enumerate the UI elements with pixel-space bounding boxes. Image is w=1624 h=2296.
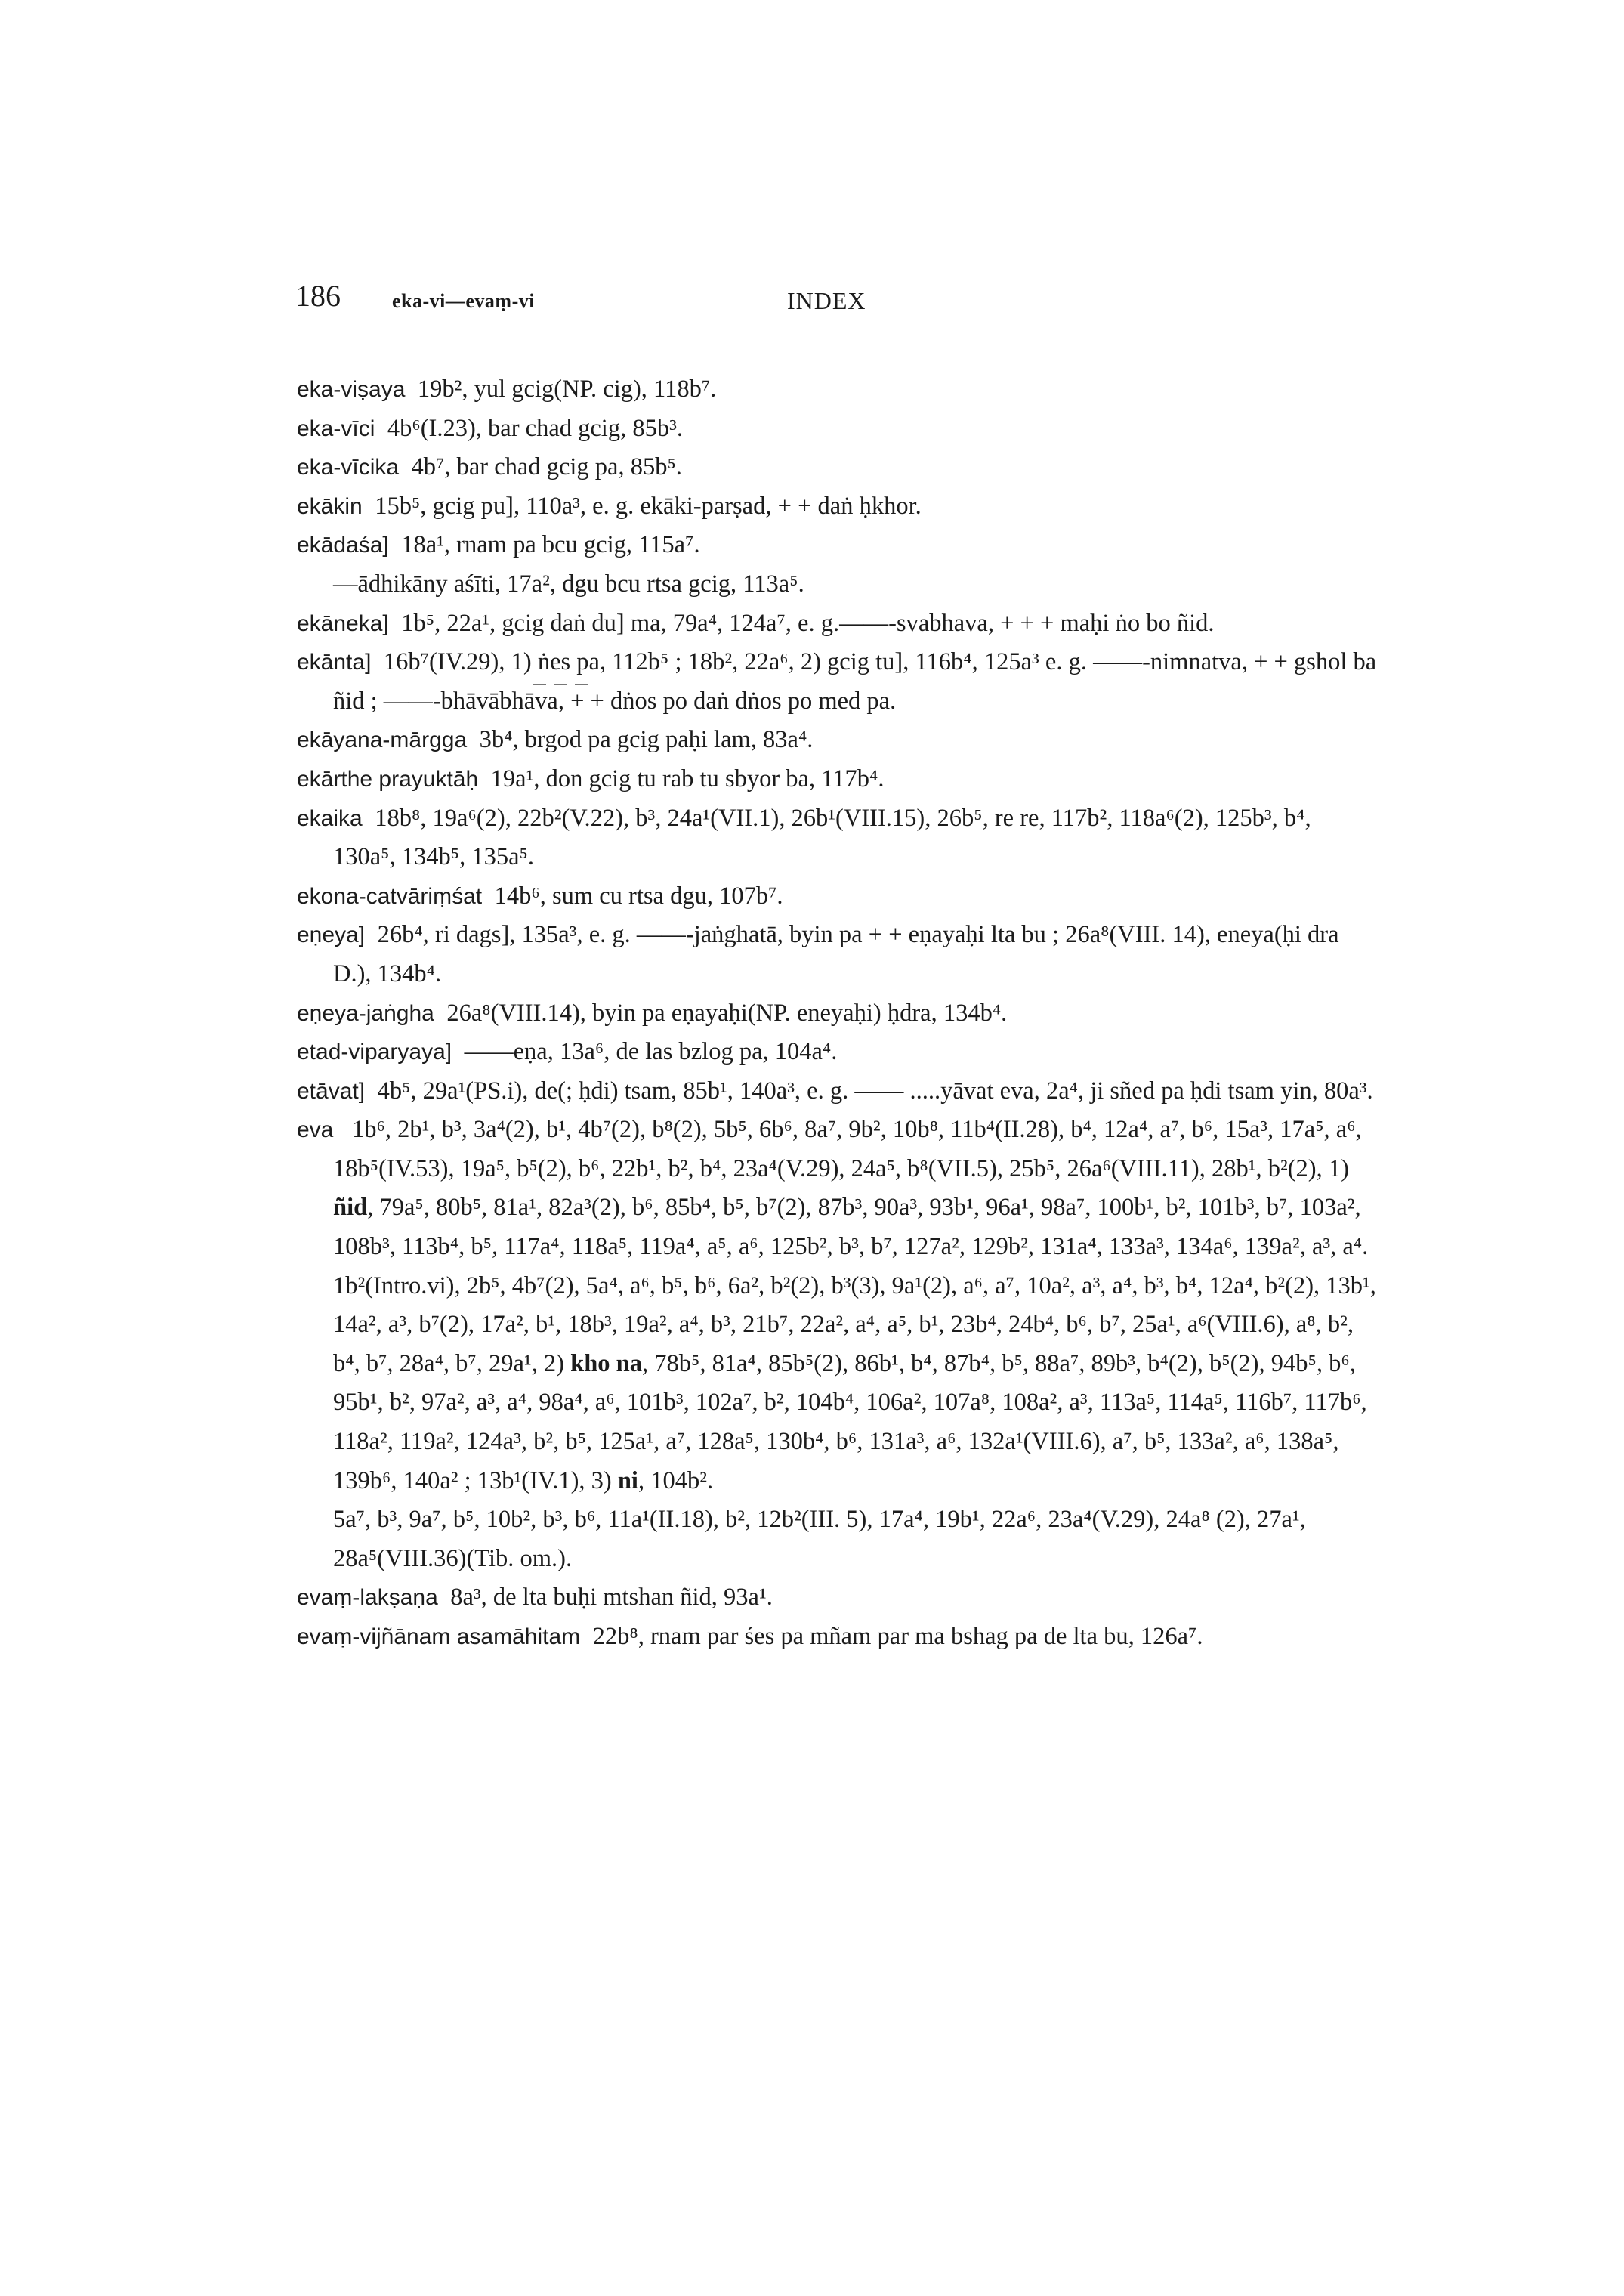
entry-text: 15b⁵, gcig pu], 110a³, e. g. ekāki-parṣad, + + daṅ ḥkhor.: [375, 492, 922, 520]
entry-text: —ādhikāny aśīti, 17a², dgu bcu rtsa gcig, 113a⁵.: [333, 570, 804, 598]
entry-text: 3b⁴, brgod pa gcig paḥi lam, 83a⁴.: [479, 726, 814, 754]
entry-headword: evaṃ-lakṣaṇa: [297, 1585, 438, 1611]
entry-text: 4b⁷, bar chad gcig pa, 85b⁵.: [411, 453, 682, 481]
entry-text: 4b⁵, 29a¹(PS.i), de(; ḥdi) tsam, 85b¹, 140a³, e. g. —— .....yāvat eva, 2a⁴, ji sñed pa ḥdi tsam yin, 80a³.: [377, 1077, 1373, 1105]
entry-text: 19b², yul gcig(NP. cig), 118b⁷.: [417, 375, 717, 403]
index-entry: [297, 1033, 1377, 1072]
entry-text: , 78b⁵, 81a⁴, 85b⁵(2), 86b¹, b⁴, 87b⁴, b⁵, 88a⁷, 89b³, b⁴(2), b⁵(2), 94b⁵, b⁶, 95b¹, b², 97a², a³, a⁴, 98a⁴, a⁶, 101b³, 102a⁷, b², 104b⁴, 106a², 107a⁸, 108a², a³, 113a⁵, 114a⁵, 116b⁷, 117b⁶, 118a², 119a², 124a³, b², b⁵, 125a¹, a⁷, 128a⁵, 130b⁴, b⁶, 131a³, a⁶, 132a¹(VIII.6), a⁷, b⁵, 133a², a⁶, 138a⁵, 139b⁶, 140a² ; 13b¹(IV.1), 3): [333, 1349, 1367, 1494]
index-entry: [297, 994, 1377, 1034]
index-body: [297, 370, 1377, 1657]
entry-text: 1b⁵, 22a¹, gcig daṅ du] ma, 79a⁴, 124a⁷, e. g.——-svabhava, + + + maḥi ṅo bo ñid.: [401, 609, 1215, 637]
entry-headword: ekāneka]: [297, 610, 389, 636]
running-head: eka-vi—evaṃ-vi: [392, 290, 535, 312]
page-number: 186: [295, 279, 341, 313]
entry-text: ——eṇa, 13a⁶, de las bzlog pa, 104a⁴.: [464, 1038, 838, 1066]
entry-headword: ekādaśa]: [297, 533, 389, 558]
entry-headword: etāvat]: [297, 1078, 366, 1104]
index-entry: [297, 409, 1377, 449]
entry-headword: ekārthe prayuktāḥ: [297, 766, 479, 792]
entry-text: 1b²(Intro.vi), 2b⁵, 4b⁷(2), 5a⁴, a⁶, b⁵, b⁶, 6a², b²(2), b³(3), 9a¹(2), a⁶, a⁷, 10a², a³, a⁴, b³, b⁴, 12a⁴, b²(2), 13b¹, 14a², a³, b⁷(2), 17a², b¹, 18b³, 19a², a⁴, b³, 21b⁷, 22a², a⁴, a⁵, b¹, 23b⁴, 24b⁴, b⁶, b⁷, 25a¹, a⁶(VIII.6), a⁸, b², b⁴, b⁷, 28a⁴, b⁷, 29a¹, 2): [333, 1272, 1376, 1377]
entry-headword: etad-viparyaya]: [297, 1040, 452, 1065]
entry-text: 5a⁷, b³, 9a⁷, b⁵, 10b², b³, b⁶, 11a¹(II.18), b², 12b²(III. 5), 17a⁴, 19b¹, 22a⁶, 23a⁴(V.29), 24a⁸ (2), 27a¹, 28a⁵(VIII.36)(Tib. om.).: [333, 1506, 1306, 1572]
entry-text: 1b⁶, 2b¹, b³, 3a⁴(2), b¹, 4b⁷(2), b⁸(2), 5b⁵, 6b⁶, 8a⁷, 9b², 10b⁸, 11b⁴(II.28), b⁴, 12a⁴, a⁷, b⁶, 15a³, 17a⁵, a⁶, 18b⁵(IV.53), 19a⁵, b⁵(2), b⁶, 22b¹, b², b⁴, 23a⁴(V.29), 24a⁵, b⁸(VII.5), 25b⁵, 26a⁶(VIII.11), 28b¹, b²(2), 1): [333, 1116, 1362, 1182]
index-entry: [297, 760, 1377, 799]
page-header: [295, 278, 1368, 331]
entry-continuation: [297, 1267, 1377, 1501]
index-entry: [297, 916, 1377, 993]
index-entry: [297, 565, 1377, 604]
entry-text: 26a⁸(VIII.14), byin pa eṇayaḥi(NP. eneyaḥi) ḥdra, 134b⁴.: [446, 999, 1008, 1027]
index-entry: [297, 1072, 1377, 1111]
entry-text: 19a¹, don gcig tu rab tu sbyor ba, 117b⁴.: [490, 765, 885, 793]
entry-text: 18b⁸, 19a⁶(2), 22b²(V.22), b³, 24a¹(VII.1), 26b¹(VIII.15), 26b⁵, re re, 117b², 118a⁶(2), 125b³, b⁴, 130a⁵, 134b⁵, 135a⁵.: [333, 804, 1311, 871]
index-entry: [297, 526, 1377, 565]
entry-headword: eka-vīcika: [297, 455, 400, 481]
index-entry: [297, 721, 1377, 760]
entry-list-tail: [297, 1578, 1377, 1656]
index-entry: [297, 799, 1377, 877]
index-entry: [297, 448, 1377, 487]
index-entry: [297, 643, 1377, 721]
index-entry: [297, 604, 1377, 644]
entry-headword: eka-viṣaya: [297, 377, 406, 402]
index-entry: [297, 370, 1377, 409]
index-entry: [297, 487, 1377, 527]
entry-headword: eṇeya]: [297, 922, 366, 948]
entry-headword: ekāyana-mārgga: [297, 728, 468, 753]
entry-text: 16b⁷(IV.29), 1) ṅes pa, 112b⁵ ; 18b², 22a⁶, 2) gcig tu], 116b⁴, 125a³ e. g. ——-nimnatva, + + gshol ba ñid ; ——-bhāvābhāva, + + dṅos po daṅ dṅos po med pa.: [333, 648, 1377, 715]
section-title: INDEX: [787, 287, 866, 314]
entry-text: , 79a⁵, 80b⁵, 81a¹, 82a³(2), b⁶, 85b⁴, b⁵, b⁷(2), 87b³, 90a³, 93b¹, 96a¹, 98a⁷, 100b¹, b², 101b³, b⁷, 103a², 108b³, 113b⁴, b⁵, 117a⁴, 118a⁵, 119a⁴, a⁵, a⁶, 125b², b³, b⁷, 127a², 129b², 131a⁴, 133a³, 134a⁶, 139a², a³, a⁴.: [333, 1194, 1369, 1261]
entry-headword: eka-vīci: [297, 416, 375, 441]
entry-headword: evaṃ-vijñānam asamāhitam: [297, 1624, 581, 1649]
entry-list: [297, 370, 1377, 1111]
entry-headword: eva: [297, 1117, 334, 1143]
entry-gloss-bold: ñid: [333, 1194, 368, 1222]
entry-headword: eṇeya-jaṅgha: [297, 1000, 434, 1026]
entry-text: 4b⁶(I.23), bar chad gcig, 85b³.: [387, 414, 683, 442]
entry-headword: ekānta]: [297, 650, 372, 675]
index-entry-eva: [297, 1111, 1377, 1266]
entry-text: , 104b².: [638, 1466, 714, 1494]
entry-headword: ekākin: [297, 493, 363, 519]
entry-gloss-bold: kho na: [570, 1349, 642, 1377]
entry-text: 22b⁸, rnam par śes pa mñam par ma bshag pa de lta bu, 126a⁷.: [592, 1623, 1203, 1650]
entry-text: 8a³, de lta buḥi mtshan ñid, 93a¹.: [450, 1584, 773, 1612]
index-entry: [297, 1578, 1377, 1618]
entry-headword: ekona-catvāriṃśat: [297, 883, 483, 909]
entry-gloss-bold: ni: [617, 1466, 638, 1494]
index-entry: [297, 1618, 1377, 1657]
entry-text: 26b⁴, ri dags], 135a³, e. g. ——-jaṅghatā, byin pa + + eṇayaḥi lta bu ; 26a⁸(VIII. 14), eneya(ḥi dra D.), 134b⁴.: [333, 921, 1339, 987]
entry-text: 18a¹, rnam pa bcu gcig, 115a⁷.: [401, 531, 700, 559]
entry-continuation: [297, 1500, 1377, 1578]
entry-text: 14b⁶, sum cu rtsa dgu, 107b⁷.: [494, 882, 783, 910]
entry-headword: ekaika: [297, 805, 363, 831]
index-entry: [297, 877, 1377, 916]
